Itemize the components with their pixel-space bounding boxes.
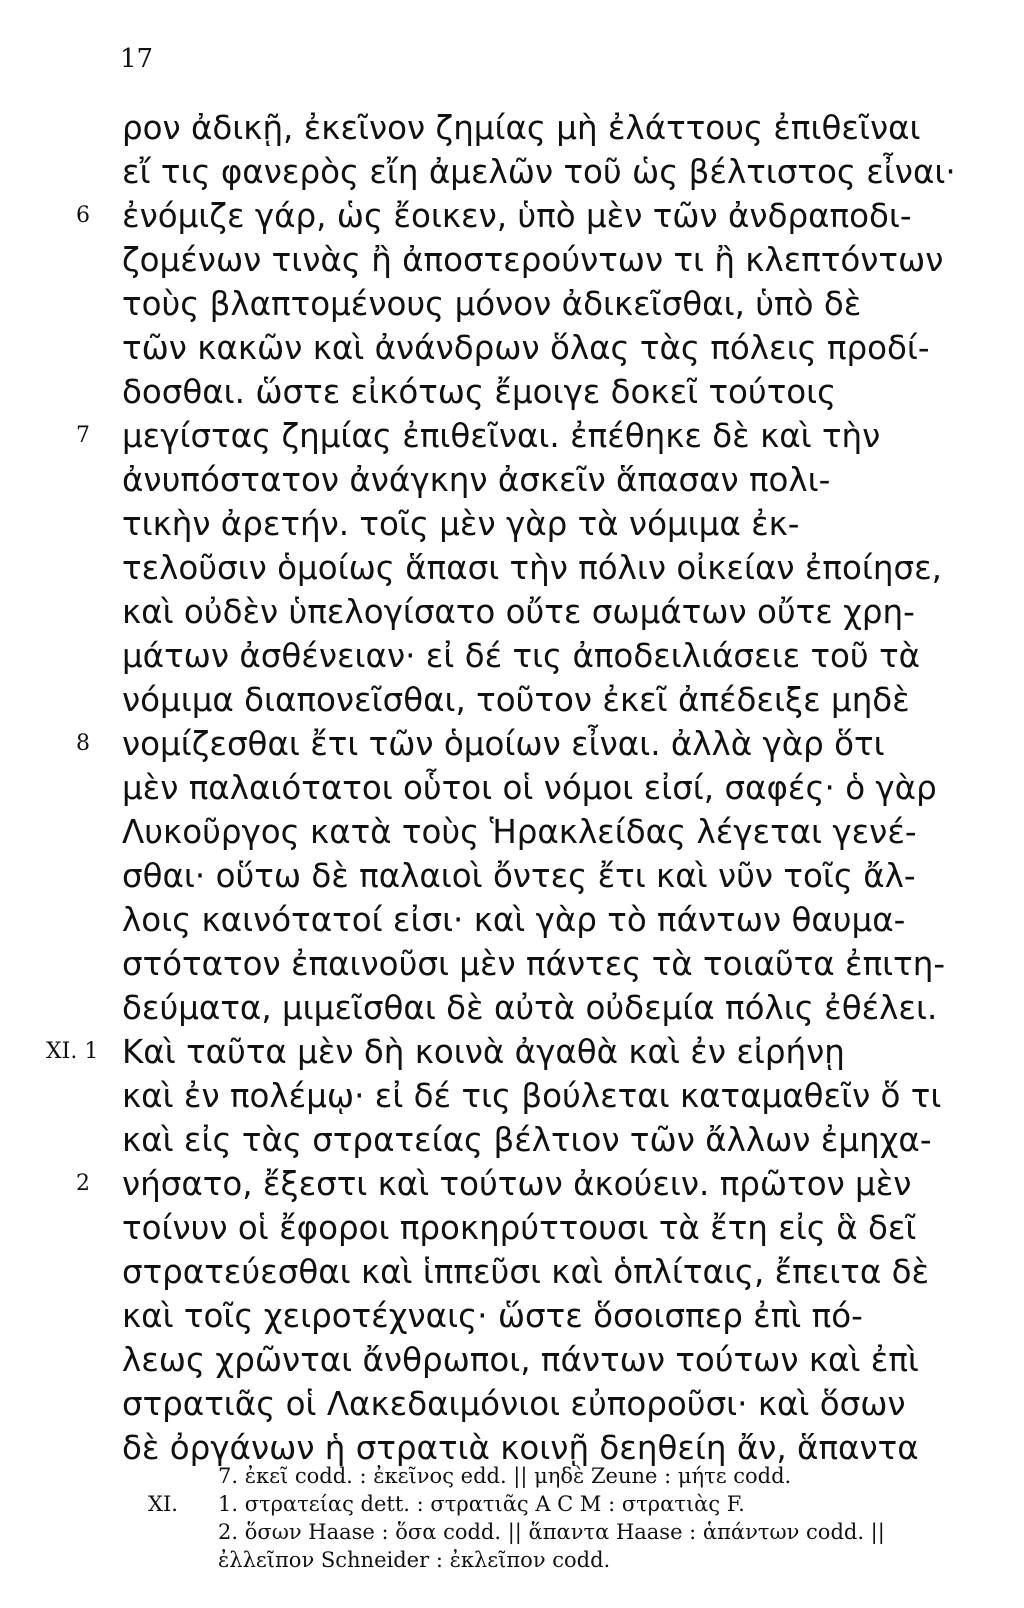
text-line: καὶ τοῖς χειροτέχναις· ὥστε ὅσοισπερ ἐπὶ πό- — [122, 1297, 863, 1335]
text-line: μεγίστας ζημίας ἐπιθεῖναι. ἐπέθηκε δὲ καὶ τὴν — [122, 417, 881, 455]
apparatus-note: 2. ὅσων Haase : ὅσα codd. || ἅπαντα Haase : ἁπάντων codd. || — [218, 1520, 885, 1544]
text-line: τοίνυν οἱ ἔφοροι προκηρύττουσι τὰ ἔτη εἰς ἃ δεῖ — [122, 1209, 917, 1247]
apparatus-note: 1. στρατείας dett. : στρατιᾶς A C M : στρατιὰς F. — [218, 1492, 745, 1516]
text-line: ρον ἀδικῇ, ἐκεῖνον ζημίας μὴ ἐλάττους ἐπιθεῖναι — [122, 109, 921, 147]
text-line: λεως χρῶνται ἄνθρωποι, πάντων τούτων καὶ ἐπὶ — [122, 1341, 919, 1379]
text-line: εἴ τις φανερὸς εἴη ἀμελῶν τοῦ ὡς βέλτιστος εἶναι· — [122, 153, 956, 191]
text-line: καὶ ἐν πολέμῳ· εἰ δέ τις βούλεται καταμαθεῖν ὅ τι — [122, 1077, 942, 1115]
text-line: Λυκοῦργος κατὰ τοὺς Ἡρακλείδας λέγεται γενέ- — [122, 813, 917, 851]
margin-chapter-xi-1: XI. 1 — [46, 1039, 99, 1064]
text-line: νομίζεσθαι ἔτι τῶν ὁμοίων εἶναι. ἀλλὰ γὰρ ὅτι — [122, 725, 885, 763]
text-line: ἀνυπόστατον ἀνάγκην ἀσκεῖν ἅπασαν πολι- — [122, 461, 831, 499]
margin-section-7: 7 — [76, 423, 90, 448]
text-line: μὲν παλαιότατοι οὗτοι οἱ νόμοι εἰσί, σαφές· ὁ γὰρ — [122, 769, 937, 807]
text-line: Καὶ ταῦτα μὲν δὴ κοινὰ ἀγαθὰ καὶ ἐν εἰρήνῃ — [122, 1033, 845, 1071]
text-line: τικὴν ἀρετήν. τοῖς μὲν γὰρ τὰ νόμιμα ἐκ- — [122, 505, 800, 543]
text-line: ζομένων τινὰς ἢ ἀποστερούντων τι ἢ κλεπτόντων — [122, 241, 944, 279]
margin-section-8: 8 — [76, 731, 90, 756]
text-line: μάτων ἀσθένειαν· εἰ δέ τις ἀποδειλιάσειε τοῦ τὰ — [122, 637, 921, 675]
text-line: καὶ εἰς τὰς στρατείας βέλτιον τῶν ἄλλων ἐμηχα- — [122, 1121, 932, 1159]
text-line: στρατεύεσθαι καὶ ἱππεῦσι καὶ ὁπλίταις, ἔπειτα δὲ — [122, 1253, 930, 1291]
text-line: στότατον ἐπαινοῦσι μὲν πάντες τὰ τοιαῦτα ἐπιτη- — [122, 945, 946, 983]
text-line: δεύματα, μιμεῖσθαι δὲ αὐτὰ οὐδεμία πόλις ἐθέλει. — [122, 989, 938, 1027]
text-line: σθαι· οὕτω δὲ παλαιοὶ ὄντες ἔτι καὶ νῦν τοῖς ἄλ- — [122, 857, 916, 895]
apparatus-note: ἐλλεῖπον Schneider : ἐκλεῖπον codd. — [218, 1548, 611, 1572]
text-line: λοις καινότατοί εἰσι· καὶ γὰρ τὸ πάντων θαυμα- — [122, 901, 906, 939]
text-line: ἐνόμιζε γάρ, ὡς ἔοικεν, ὑπὸ μὲν τῶν ἀνδραποδι- — [122, 197, 912, 235]
text-line: νήσατο, ἔξεστι καὶ τούτων ἀκούειν. πρῶτον μὲν — [122, 1165, 912, 1203]
text-line: δοσθαι. ὥστε εἰκότως ἔμοιγε δοκεῖ τούτοις — [122, 373, 837, 411]
text-line: καὶ οὐδὲν ὑπελογίσατο οὔτε σωμάτων οὔτε χρη- — [122, 593, 915, 631]
text-line: τῶν κακῶν καὶ ἀνάνδρων ὅλας τὰς πόλεις προδί- — [122, 329, 930, 367]
text-line: τελοῦσιν ὁμοίως ἅπασι τὴν πόλιν οἰκείαν ἐποίησε, — [122, 549, 942, 587]
margin-section-2: 2 — [76, 1171, 90, 1196]
text-line: στρατιᾶς οἱ Λακεδαιμόνιοι εὐποροῦσι· καὶ ὅσων — [122, 1385, 906, 1423]
apparatus-note: 7. ἐκεῖ codd. : ἐκεῖνος edd. || μηδὲ Zeune : μήτε codd. — [218, 1464, 792, 1488]
text-line: τοὺς βλαπτομένους μόνον ἀδικεῖσθαι, ὑπὸ δὲ — [122, 285, 862, 323]
apparatus-chapter-label: XI. — [148, 1492, 178, 1516]
text-line: νόμιμα διαπονεῖσθαι, τοῦτον ἐκεῖ ἀπέδειξε μηδὲ — [122, 681, 910, 719]
page-number: 17 — [120, 44, 154, 74]
margin-section-6: 6 — [76, 203, 90, 228]
text-line: δὲ ὀργάνων ἡ στρατιὰ κοινῇ δεηθείη ἄν, ἅπαντα — [122, 1429, 919, 1467]
